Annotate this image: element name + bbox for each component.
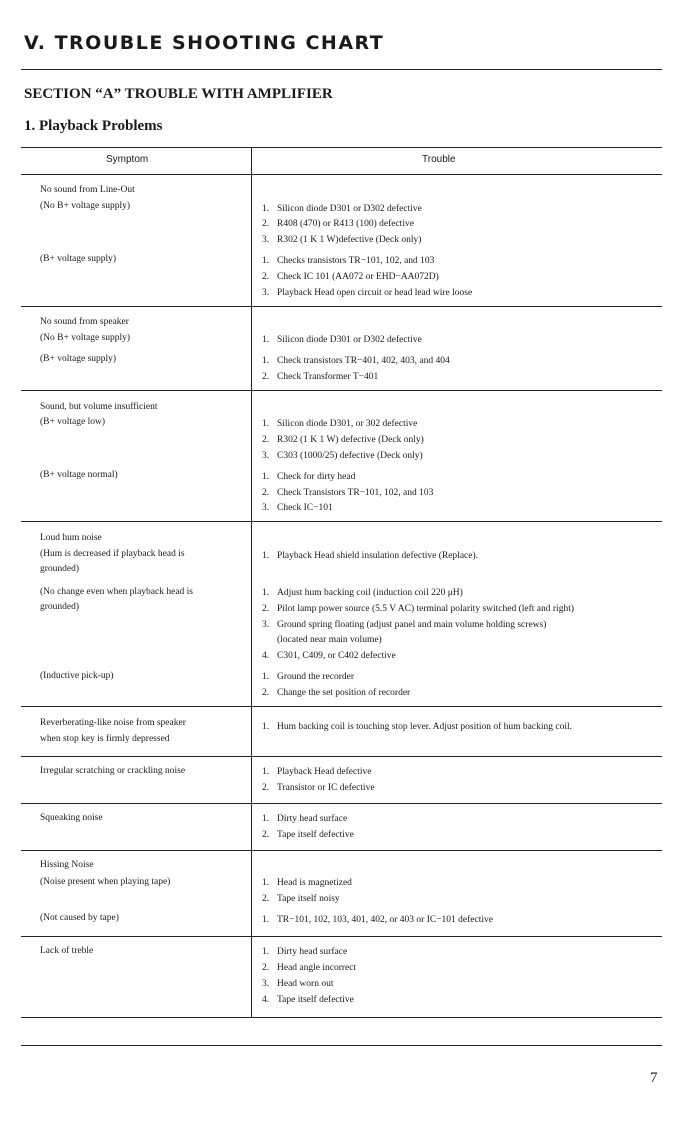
trouble-item: Transistor or IC defective <box>277 783 375 793</box>
item-number: 3. <box>262 235 270 245</box>
item-number: 1. <box>262 814 270 824</box>
trouble-item: Check IC−101 <box>277 503 333 513</box>
row-divider <box>21 306 662 307</box>
trouble-item: Check IC 101 (AA072 or EHD−AA072D) <box>277 272 439 282</box>
item-number: 1. <box>262 551 270 561</box>
row-divider <box>21 936 662 937</box>
item-number: 1. <box>262 767 270 777</box>
trouble-item: Adjust hum backing coil (induction coil 220 μH) <box>277 588 463 598</box>
item-number: 3. <box>262 979 270 989</box>
item-number: 1. <box>262 356 270 366</box>
item-number: 2. <box>262 894 270 904</box>
trouble-item: Ground spring floating (adjust panel and main volume holding screws) <box>277 620 547 630</box>
item-number: 2. <box>262 372 270 382</box>
footer-rule <box>21 1045 662 1046</box>
trouble-header: Trouble <box>422 154 456 165</box>
trouble-item: R302 (1 K 1 W) defective (Deck only) <box>277 435 424 445</box>
title-rule <box>21 69 662 70</box>
symptom-header: Symptom <box>106 154 149 165</box>
item-number: 2. <box>262 488 270 498</box>
trouble-item: Playback Head shield insulation defective (Replace). <box>277 551 479 561</box>
symptom-text: grounded) <box>40 602 80 612</box>
row-divider <box>21 390 662 391</box>
item-number: 1. <box>262 588 270 598</box>
trouble-item: Ground the recorder <box>277 672 355 682</box>
symptom-text: (B+ voltage low) <box>40 417 105 427</box>
symptom-text: (B+ voltage normal) <box>40 470 118 480</box>
trouble-item: Tape itself defective <box>277 995 354 1005</box>
trouble-item: Head is magnetized <box>277 878 352 888</box>
trouble-item: Silicon diode D301 or D302 defective <box>277 204 422 214</box>
symptom-text: (Not caused by tape) <box>40 913 119 923</box>
item-number: 1. <box>262 256 270 266</box>
item-number: 2. <box>262 688 270 698</box>
item-number: 2. <box>262 830 270 840</box>
symptom-text: Loud hum noise <box>40 533 102 543</box>
trouble-item: Tape itself defective <box>277 830 354 840</box>
trouble-item: Silicon diode D301, or 302 defective <box>277 419 418 429</box>
symptom-text: Sound, but volume insufficient <box>40 402 158 412</box>
symptom-text: (B+ voltage supply) <box>40 254 117 264</box>
symptom-text: when stop key is firmly depressed <box>40 734 170 744</box>
trouble-item: Dirty head surface <box>277 814 348 824</box>
item-number: 4. <box>262 995 270 1005</box>
item-number: 2. <box>262 272 270 282</box>
symptom-text: No sound from speaker <box>40 317 129 327</box>
row-divider <box>21 756 662 757</box>
symptom-text: (Inductive pick-up) <box>40 671 114 681</box>
symptom-text: Hissing Noise <box>40 860 94 870</box>
symptom-text: Reverberating-like noise from speaker <box>40 718 186 728</box>
header-rule <box>21 174 662 175</box>
trouble-item: Hum backing coil is touching stop lever. Adjust position of hum backing coil. <box>277 722 572 732</box>
trouble-item: Check transistors TR−401, 402, 403, and 404 <box>277 356 450 366</box>
trouble-item: (located near main volume) <box>277 635 382 645</box>
page-number: 7 <box>650 1070 658 1086</box>
trouble-item: Checks transistors TR−101, 102, and 103 <box>277 256 435 266</box>
symptom-text: (Noise present when playing tape) <box>40 877 171 887</box>
item-number: 1. <box>262 915 270 925</box>
trouble-item: C301, C409, or C402 defective <box>277 651 396 661</box>
column-divider <box>251 147 252 1018</box>
item-number: 1. <box>262 419 270 429</box>
trouble-item: Check for dirty head <box>277 472 356 482</box>
trouble-item: Playback Head open circuit or head lead wire loose <box>277 288 473 298</box>
trouble-item: Check Transformer T−401 <box>277 372 379 382</box>
symptom-text: (B+ voltage supply) <box>40 354 117 364</box>
item-number: 2. <box>262 219 270 229</box>
item-number: 1. <box>262 722 270 732</box>
item-number: 2. <box>262 783 270 793</box>
item-number: 2. <box>262 604 270 614</box>
symptom-text: Lack of treble <box>40 946 94 956</box>
item-number: 3. <box>262 451 270 461</box>
page-title: V. TROUBLE SHOOTING CHART <box>24 32 385 54</box>
item-number: 2. <box>262 435 270 445</box>
symptom-text: Squeaking noise <box>40 813 103 823</box>
row-divider <box>21 850 662 851</box>
trouble-item: Playback Head defective <box>277 767 372 777</box>
trouble-item: C303 (1000/25) defective (Deck only) <box>277 451 423 461</box>
section-heading: SECTION “A” TROUBLE WITH AMPLIFIER <box>24 86 333 102</box>
row-divider <box>21 521 662 522</box>
trouble-item: Tape itself noisy <box>277 894 340 904</box>
subsection-heading: 1. Playback Problems <box>24 118 163 134</box>
trouble-item: Pilot lamp power source (5.5 V AC) terminal polarity switched (left and right) <box>277 604 574 614</box>
trouble-item: Dirty head surface <box>277 947 348 957</box>
symptom-text: (No B+ voltage supply) <box>40 201 131 211</box>
trouble-item: Head worn out <box>277 979 334 989</box>
symptom-text: (No change even when playback head is <box>40 587 193 597</box>
symptom-text: Irregular scratching or crackling noise <box>40 766 186 776</box>
trouble-item: R408 (470) or R413 (100) defective <box>277 219 414 229</box>
item-number: 2. <box>262 963 270 973</box>
item-number: 3. <box>262 503 270 513</box>
trouble-item: Change the set position of recorder <box>277 688 411 698</box>
item-number: 1. <box>262 672 270 682</box>
item-number: 4. <box>262 651 270 661</box>
item-number: 3. <box>262 288 270 298</box>
item-number: 1. <box>262 472 270 482</box>
trouble-item: Check Transistors TR−101, 102, and 103 <box>277 488 434 498</box>
symptom-text: No sound from Line-Out <box>40 185 135 195</box>
trouble-item: TR−101, 102, 103, 401, 402, or 403 or IC−101 defective <box>277 915 493 925</box>
item-number: 1. <box>262 947 270 957</box>
item-number: 1. <box>262 335 270 345</box>
trouble-item: R302 (1 K 1 W)defective (Deck only) <box>277 235 422 245</box>
row-divider <box>21 803 662 804</box>
symptom-text: grounded) <box>40 564 80 574</box>
item-number: 3. <box>262 620 270 630</box>
trouble-item: Silicon diode D301 or D302 defective <box>277 335 422 345</box>
trouble-item: Head angle incorrect <box>277 963 357 973</box>
item-number: 1. <box>262 878 270 888</box>
symptom-text: (No B+ voltage supply) <box>40 333 131 343</box>
item-number: 1. <box>262 204 270 214</box>
row-divider <box>21 706 662 707</box>
symptom-text: (Hum is decreased if playback head is <box>40 549 185 559</box>
